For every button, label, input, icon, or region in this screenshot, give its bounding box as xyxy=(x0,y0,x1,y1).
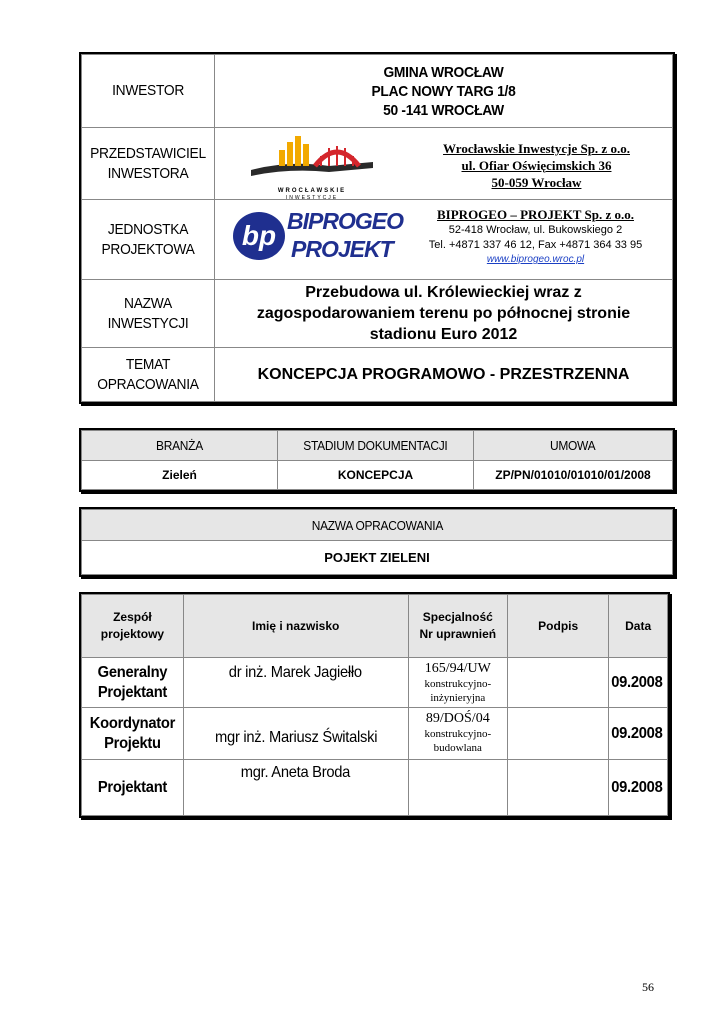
team-header-specialty: Specjalność Nr uprawnień xyxy=(408,595,508,658)
stage-header: STADIUM DOKUMENTACJI xyxy=(278,431,474,461)
contract-value: ZP/PN/01010/01010/01/2008 xyxy=(474,461,673,490)
logo-caption-line1: WROCŁAWSKIE xyxy=(277,188,347,194)
representative-value-cell xyxy=(215,128,673,200)
design-unit-label-cell xyxy=(82,200,215,280)
wroclawskie-inwestycje-logo xyxy=(249,132,375,201)
investment-line3: stadionu Euro 2012 xyxy=(369,326,518,343)
study-name-box xyxy=(79,507,675,577)
team-specialty xyxy=(408,760,508,816)
team-header-date: Data xyxy=(609,595,668,658)
design-unit-value-cell xyxy=(215,200,673,280)
team-header-role: Zespół projektowy xyxy=(82,595,184,658)
table-row xyxy=(82,708,668,760)
branch-header: BRANŻA xyxy=(82,431,278,461)
design-unit-label-line2: PROJEKTOWA xyxy=(101,240,195,258)
team-header-signature: Podpis xyxy=(508,595,609,658)
team-member-name: mgr inż. Mariusz Świtalski xyxy=(183,708,408,760)
design-unit-phone: Tel. +4871 337 46 12, Fax +4871 364 33 95 xyxy=(428,239,643,251)
study-name-value: POJEKT ZIELENI xyxy=(82,541,673,575)
investment-value-cell xyxy=(215,280,673,348)
investment-label-line2: INWESTYCJI xyxy=(107,314,189,332)
table-row xyxy=(82,760,668,816)
representative-label-cell xyxy=(82,128,215,200)
logo-caption-line2: INWESTYCJE xyxy=(285,195,339,201)
representative-name: Wrocławskie Inwestycje Sp. z o.o. xyxy=(443,141,630,156)
investor-label-cell xyxy=(82,55,215,128)
team-date: 09.2008 xyxy=(609,708,668,760)
team-role: Projektant xyxy=(82,760,184,816)
team-box xyxy=(79,592,670,818)
design-unit-address: 52-418 Wrocław, ul. Bukowskiego 2 xyxy=(448,224,623,236)
design-unit-label-line1: JEDNOSTKA xyxy=(107,220,189,238)
design-unit-website-link[interactable]: www.biprogeo.wroc.pl xyxy=(486,254,585,265)
document-info-table xyxy=(81,430,673,490)
investor-line1: GMINA WROCŁAW xyxy=(383,63,504,81)
signature-cell xyxy=(508,760,609,816)
project-info-table xyxy=(81,54,673,402)
team-member-name: dr inż. Marek Jagiełło xyxy=(183,658,408,708)
representative-city: 50-059 Wrocław xyxy=(491,175,582,190)
document-info-box xyxy=(79,428,675,492)
team-header-name: Imię i nazwisko xyxy=(183,595,408,658)
representative-label-line2: INWESTORA xyxy=(107,164,189,182)
investment-label-cell xyxy=(82,280,215,348)
investor-label: INWESTOR xyxy=(112,82,184,99)
stage-value: KONCEPCJA xyxy=(278,461,474,490)
topic-label-line1: TEMAT xyxy=(125,355,171,373)
design-unit-name: BIPROGEO – PROJEKT Sp. z o.o. xyxy=(437,207,634,222)
biprogeo-logo-line2: PROJEKT xyxy=(291,236,393,262)
signature-cell xyxy=(508,658,609,708)
representative-street: ul. Ofiar Oświęcimskich 36 xyxy=(461,158,612,173)
investment-line1: Przebudowa ul. Królewieckiej wraz z xyxy=(305,284,582,301)
page-number: 56 xyxy=(642,980,654,994)
investor-line2: PLAC NOWY TARG 1/8 xyxy=(371,82,516,100)
bp-logo-mark: bp xyxy=(233,212,285,260)
team-role: Generalny Projektant xyxy=(82,658,184,708)
study-name-table xyxy=(81,509,673,575)
topic-value: KONCEPCJA PROGRAMOWO - PRZESTRZENNA xyxy=(257,365,630,383)
investment-line2: zagospodarowaniem terenu po północnej stronie xyxy=(256,305,631,322)
team-table xyxy=(81,594,668,816)
team-specialty: 89/DOŚ/04 konstrukcyjno- budowlana xyxy=(408,708,508,760)
investor-value-cell xyxy=(215,55,673,128)
team-member-name: mgr. Aneta Broda xyxy=(183,760,408,816)
team-role: Koordynator Projektu xyxy=(82,708,184,760)
biprogeo-logo-line1: BIPROGEO xyxy=(287,208,403,234)
contract-header: UMOWA xyxy=(474,431,673,461)
topic-value-cell xyxy=(215,348,673,402)
investor-line3: 50 -141 WROCŁAW xyxy=(383,101,504,119)
topic-label-cell xyxy=(82,348,215,402)
branch-value: Zieleń xyxy=(82,461,278,490)
team-header-row xyxy=(82,595,668,658)
biprogeo-logo xyxy=(233,206,403,272)
team-specialty: 165/94/UW konstrukcyjno- inżynieryjna xyxy=(408,658,508,708)
bridge-logo-icon xyxy=(249,132,375,182)
representative-label-line1: PRZEDSTAWICIEL xyxy=(90,144,206,162)
team-date: 09.2008 xyxy=(609,760,668,816)
signature-cell xyxy=(508,708,609,760)
table-row xyxy=(82,658,668,708)
project-info-box xyxy=(79,52,675,404)
team-date: 09.2008 xyxy=(609,658,668,708)
study-name-header: NAZWA OPRACOWANIA xyxy=(82,510,673,541)
topic-label-line2: OPRACOWANIA xyxy=(97,375,199,393)
investment-label-line1: NAZWA xyxy=(124,294,172,312)
